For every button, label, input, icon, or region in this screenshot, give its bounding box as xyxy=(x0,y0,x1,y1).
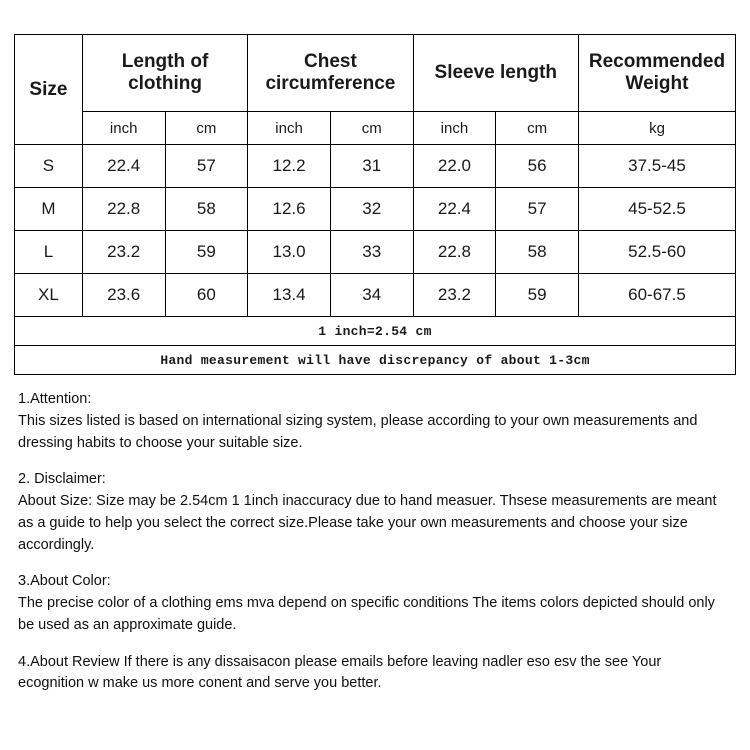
note-title: 3.About Color: xyxy=(18,573,111,590)
header-unit-sleeve-cm: cm xyxy=(496,112,579,145)
note-text: This sizes listed is based on international sizing system, please according to your own measurements and dressing habits to choose your suitable size. xyxy=(18,412,698,451)
note-attention xyxy=(18,389,726,454)
cell-chest-inch: 12.6 xyxy=(248,188,331,231)
note-title: 2. Disclaimer: xyxy=(18,471,106,488)
table-footnote-row xyxy=(15,346,736,375)
header-row-units xyxy=(15,112,736,145)
cell-length-inch: 23.2 xyxy=(82,231,165,274)
note-text: About Size: Size may be 2.54cm 1 1inch inaccuracy due to hand measuer. Thsese measurements are meant as a guide to help you select the correct size.Please take your own measurements and choose your size accordingly. xyxy=(18,493,717,553)
cell-weight-kg: 60-67.5 xyxy=(578,274,735,317)
cell-sleeve-inch: 22.0 xyxy=(413,145,496,188)
table-body xyxy=(15,145,736,375)
header-unit-chest-cm: cm xyxy=(330,112,413,145)
cell-chest-cm: 31 xyxy=(330,145,413,188)
notes-section xyxy=(14,389,736,695)
header-unit-chest-inch: inch xyxy=(248,112,331,145)
cell-chest-inch: 13.4 xyxy=(248,274,331,317)
header-unit-length-inch: inch xyxy=(82,112,165,145)
cell-weight-kg: 45-52.5 xyxy=(578,188,735,231)
cell-weight-kg: 52.5-60 xyxy=(578,231,735,274)
cell-sleeve-cm: 57 xyxy=(496,188,579,231)
cell-chest-inch: 12.2 xyxy=(248,145,331,188)
header-row-groups xyxy=(15,35,736,112)
note-about-color xyxy=(18,571,726,636)
cell-length-cm: 59 xyxy=(165,231,248,274)
cell-sleeve-inch: 22.4 xyxy=(413,188,496,231)
cell-length-cm: 58 xyxy=(165,188,248,231)
cell-sleeve-inch: 22.8 xyxy=(413,231,496,274)
header-unit-sleeve-inch: inch xyxy=(413,112,496,145)
header-group-weight: Recommended Weight xyxy=(578,35,735,112)
header-group-chest: Chest circumference xyxy=(248,35,413,112)
table-footnote-row xyxy=(15,317,736,346)
table-row xyxy=(15,145,736,188)
note-title: 1.Attention: xyxy=(18,391,92,407)
cell-chest-cm: 33 xyxy=(330,231,413,274)
note-disclaimer xyxy=(18,469,726,556)
cell-sleeve-inch: 23.2 xyxy=(413,274,496,317)
cell-chest-inch: 13.0 xyxy=(248,231,331,274)
footnote-discrepancy: Hand measurement will have discrepancy of about 1-3cm xyxy=(15,346,736,375)
row-size-label: S xyxy=(15,145,83,188)
table-row xyxy=(15,274,736,317)
cell-chest-cm: 34 xyxy=(330,274,413,317)
header-unit-weight-kg: kg xyxy=(578,112,735,145)
cell-sleeve-cm: 58 xyxy=(496,231,579,274)
cell-chest-cm: 32 xyxy=(330,188,413,231)
footnote-conversion: 1 inch=2.54 cm xyxy=(15,317,736,346)
header-size: Size xyxy=(15,35,83,145)
note-text: The precise color of a clothing ems mva depend on specific conditions The items colors depicted should only be used as an approximate guide. xyxy=(18,595,715,633)
cell-weight-kg: 37.5-45 xyxy=(578,145,735,188)
cell-length-cm: 57 xyxy=(165,145,248,188)
table-row xyxy=(15,188,736,231)
row-size-label: XL xyxy=(15,274,83,317)
header-unit-length-cm: cm xyxy=(165,112,248,145)
table-row xyxy=(15,231,736,274)
cell-length-inch: 22.4 xyxy=(82,145,165,188)
cell-length-inch: 23.6 xyxy=(82,274,165,317)
note-title: 4.About Review If there is any dissaisacon please emails before leaving nadler eso esv the see Your xyxy=(18,653,662,670)
note-about-review xyxy=(18,652,726,696)
header-group-length: Length of clothing xyxy=(82,35,247,112)
size-chart-table xyxy=(14,34,736,375)
row-size-label: L xyxy=(15,231,83,274)
row-size-label: M xyxy=(15,188,83,231)
cell-length-cm: 60 xyxy=(165,274,248,317)
cell-length-inch: 22.8 xyxy=(82,188,165,231)
cell-sleeve-cm: 56 xyxy=(496,145,579,188)
cell-sleeve-cm: 59 xyxy=(496,274,579,317)
note-text: ecognition w make us more conent and serve you better. xyxy=(18,675,382,692)
header-group-sleeve: Sleeve length xyxy=(413,35,578,112)
table-header xyxy=(15,35,736,145)
